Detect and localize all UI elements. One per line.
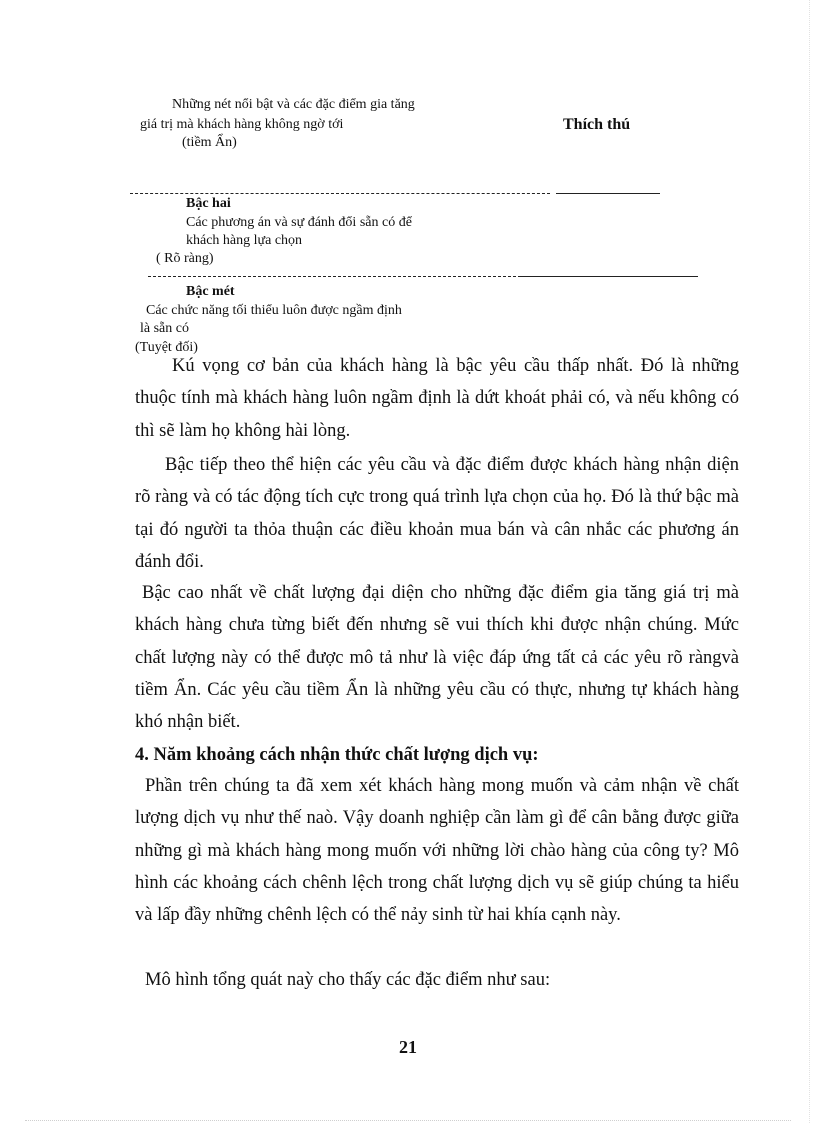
paragraph-text: Kú vọng cơ bản của khách hàng là bậc yêu cầu thấp nhất. Đó là những thuộc tính mà khách hàng luôn ngầm định là dứt khoát phải có, và nếu không có thì sẽ làm họ không hài lòng. <box>135 356 739 441</box>
top-tier-line3: (tiềm Ẩn) <box>182 135 237 150</box>
bottom-tier-line3: (Tuyệt đối) <box>135 340 198 355</box>
middle-tier-line2: khách hàng lựa chọn <box>186 233 303 248</box>
bottom-tier-title: Bậc mét <box>186 284 235 299</box>
tier-divider-upper-solid <box>556 193 660 194</box>
middle-tier-line1: Các phương án và sự đánh đổi sẵn có để <box>186 215 412 230</box>
bottom-tier-line2: là sẵn có <box>140 321 189 336</box>
middle-tier-line3: ( Rõ ràng) <box>156 251 214 266</box>
tier-divider-lower-dashed <box>148 276 516 277</box>
page-right-border <box>809 0 810 1123</box>
top-tier-line2: giá trị mà khách hàng không ngờ tới <box>140 117 344 132</box>
body-paragraph-1 <box>135 350 739 447</box>
tier-divider-lower-solid <box>518 276 698 277</box>
paragraph-text: Bậc cao nhất về chất lượng đại diện cho những đặc điểm gia tăng giá trị mà khách hàng chưa từng biết đến nhưng sẽ vui thích khi được nhận chúng. Mức chất lượng này có thể được mô tả như là việc đáp ứng tất cả các yêu rõ ràngvà tiềm Ẩn. Các yêu cầu tiềm Ẩn là những yêu cầu có thực, nhưng tự khách hàng khó nhận biết. <box>135 583 739 733</box>
paragraph-text: Phần trên chúng ta đã xem xét khách hàng mong muốn và cảm nhận về chất lượng dịch vụ như thế naò. Vậy doanh nghiệp cần làm gì để cân bằng được giữa những gì mà khách hàng mong muốn với những lời chào hàng của công ty? Mô hình các khoảng cách chênh lệch trong chất lượng dịch vụ sẽ giúp chúng ta hiểu và lấp đầy những chênh lệch có thể nảy sinh từ hai khía cạnh này. <box>135 776 739 926</box>
page-number: 21 <box>399 1037 417 1057</box>
middle-tier-title: Bậc hai <box>186 196 231 211</box>
body-paragraph-4 <box>135 770 739 931</box>
page-bottom-border <box>25 1120 791 1121</box>
tier-divider-upper-dashed <box>130 193 550 194</box>
top-tier-line1: Những nét nổi bật và các đặc điểm gia tăng <box>172 97 415 112</box>
body-paragraph-3 <box>135 577 739 738</box>
body-paragraph-2 <box>135 449 739 578</box>
top-tier-side-label: Thích thú <box>563 116 631 133</box>
paragraph-text: Mô hình tổng quát naỳ cho thấy các đặc điểm như sau: <box>145 970 551 990</box>
section-heading: 4. Năm khoảng cách nhận thức chất lượng dịch vụ: <box>135 745 539 765</box>
paragraph-text: Bậc tiếp theo thể hiện các yêu cầu và đặc điểm được khách hàng nhận diện rõ ràng và có tác động tích cực trong quá trình lựa chọn của họ. Đó là thứ bậc mà tại đó người ta thỏa thuận các điều khoản mua bán và cân nhắc các phương án đánh đổi. <box>135 455 739 572</box>
bottom-tier-line1: Các chức năng tối thiểu luôn được ngầm định <box>146 303 402 318</box>
body-paragraph-5 <box>135 964 739 996</box>
